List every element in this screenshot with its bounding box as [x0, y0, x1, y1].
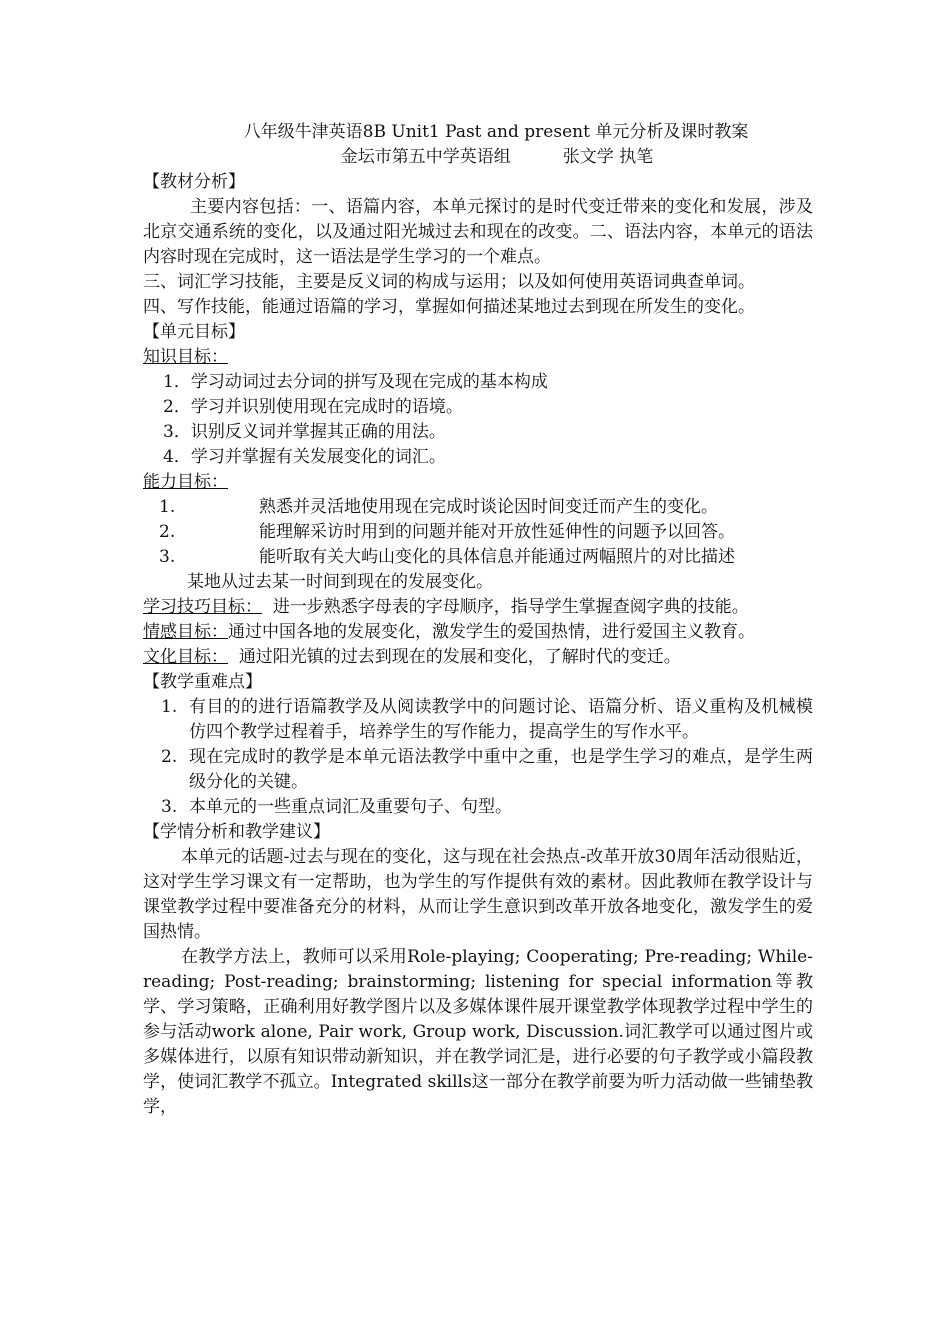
skills-goal-label: 学习技巧目标：: [143, 597, 262, 617]
advice-paragraph-1: 本单元的话题-过去与现在的变化，这与现在社会热点-改革开放30周年活动很贴近，这对学生学习课文有一定帮助，也为学生的写作提供有效的素材。因此教师在教学设计与课堂教学过程中要准备充分的材料，从而让学生意识到改革开放各地变化，激发学生的爱国热情。: [143, 847, 813, 942]
keypoint-text: 有目的的进行语篇教学及从阅读教学中的问题讨论、语篇分析、语义重构及机械模仿四个教学过程着手，培养学生的写作能力，提高学生的写作水平。: [189, 697, 813, 742]
keypoint-item: [143, 795, 813, 820]
material-paragraph-1: 主要内容包括：一、语篇内容，本单元探讨的是时代变迁带来的变化和发展，涉及北京交通系统的变化，以及通过阳光城过去和现在的改变。二、语法内容，本单元的语法内容时现在完成时，这一语法是学生学习的一个难点。: [143, 197, 813, 267]
skills-goal-text: 进一步熟悉字母表的字母顺序，指导学生掌握查阅字典的技能。: [272, 597, 749, 617]
ability-goal-text: 熟悉并灵活地使用现在完成时谈论因时间变迁而产生的变化。: [259, 497, 718, 517]
school-name: 金坛市第五中学英语组: [340, 147, 511, 167]
ability-goal-item: [143, 545, 813, 570]
ability-goal-number: 3.: [159, 547, 176, 567]
emotion-goal-label: 情感目标：: [143, 622, 228, 642]
knowledge-goal-item: 1．学习动词过去分词的拼写及现在完成的基本构成: [163, 372, 548, 392]
section-heading-advice: 【学情分析和教学建议】: [143, 822, 330, 842]
ability-goal-number: 1.: [159, 497, 176, 517]
ability-goal-text: 能理解采访时用到的问题并能对开放性延伸性的问题予以回答。: [259, 522, 735, 542]
document-header: [143, 120, 813, 170]
document-byline: [181, 145, 813, 170]
material-paragraph-3: 四、写作技能，能通过语篇的学习，掌握如何描述某地过去到现在所发生的变化。: [143, 297, 755, 317]
keypoint-item: [143, 695, 813, 745]
knowledge-goal-item: 2．学习并识别使用现在完成时的语境。: [163, 397, 463, 417]
document-body: [143, 120, 813, 1120]
knowledge-goals-label-text: 知识目标：: [143, 347, 228, 367]
advice-paragraph-2: 在教学方法上，教师可以采用Role-playing; Cooperating; Pre-reading; While-reading; Post-reading; brainstorming; listening for special information等教学、学习策略，正确利用好教学图片以及多媒体课件展开课堂教学体现教学过程中学生的参与活动work alone, Pair work, Group work, Discussion.词汇教学可以通过图片或多媒体进行，以原有知识带动新知识，并在教学词汇是，进行必要的句子教学或小篇段教学，使词汇教学不孤立。Integrated skills这一部分在教学前要为听力活动做一些铺垫教学，: [143, 947, 813, 1117]
keypoint-number: 2.: [161, 747, 178, 767]
culture-goal-label: 文化目标：: [143, 647, 228, 667]
material-paragraph-2: 三、词汇学习技能，主要是反义词的构成与运用；以及如何使用英语词典查单词。: [143, 272, 755, 292]
ability-goal-item: [143, 520, 813, 545]
knowledge-goal-item: 4．学习并掌握有关发展变化的词汇。: [163, 447, 446, 467]
knowledge-goals-label: [143, 345, 813, 370]
keypoint-item: [143, 745, 813, 795]
keypoint-text: 本单元的一些重点词汇及重要句子、句型。: [189, 797, 512, 817]
keypoint-text: 现在完成时的教学是本单元语法教学中重中之重，也是学生学习的难点，是学生两级分化的关键。: [189, 747, 813, 792]
keypoint-number: 3.: [161, 797, 178, 817]
culture-goal: [143, 645, 813, 670]
ability-goal-item: [143, 495, 813, 520]
emotion-goal-text: 通过中国各地的发展变化，激发学生的爱国热情，进行爱国主义教育。: [228, 622, 755, 642]
ability-goals-label-text: 能力目标：: [143, 472, 228, 492]
ability-goals-label: [143, 470, 813, 495]
ability-goal-text: 能听取有关大屿山变化的具体信息并能通过两幅照片的对比描述: [259, 547, 735, 567]
document-title: 八年级牛津英语8B Unit1 Past and present 单元分析及课时教案: [243, 122, 749, 142]
author-name: 张文学 执笔: [562, 147, 654, 167]
emotion-goal: [143, 620, 813, 645]
section-heading-keypoints: 【教学重难点】: [143, 672, 262, 692]
knowledge-goal-item: 3．识别反义词并掌握其正确的用法。: [163, 422, 446, 442]
ability-goal-continuation: 某地从过去某一时间到现在的发展变化。: [187, 572, 493, 592]
section-heading-material: 【教材分析】: [143, 172, 245, 192]
skills-goal: [143, 595, 813, 620]
section-heading-goals: 【单元目标】: [143, 322, 245, 342]
ability-goal-number: 2.: [159, 522, 176, 542]
keypoint-number: 1.: [161, 697, 178, 717]
culture-goal-text: 通过阳光镇的过去到现在的发展和变化，了解时代的变迁。: [238, 647, 681, 667]
